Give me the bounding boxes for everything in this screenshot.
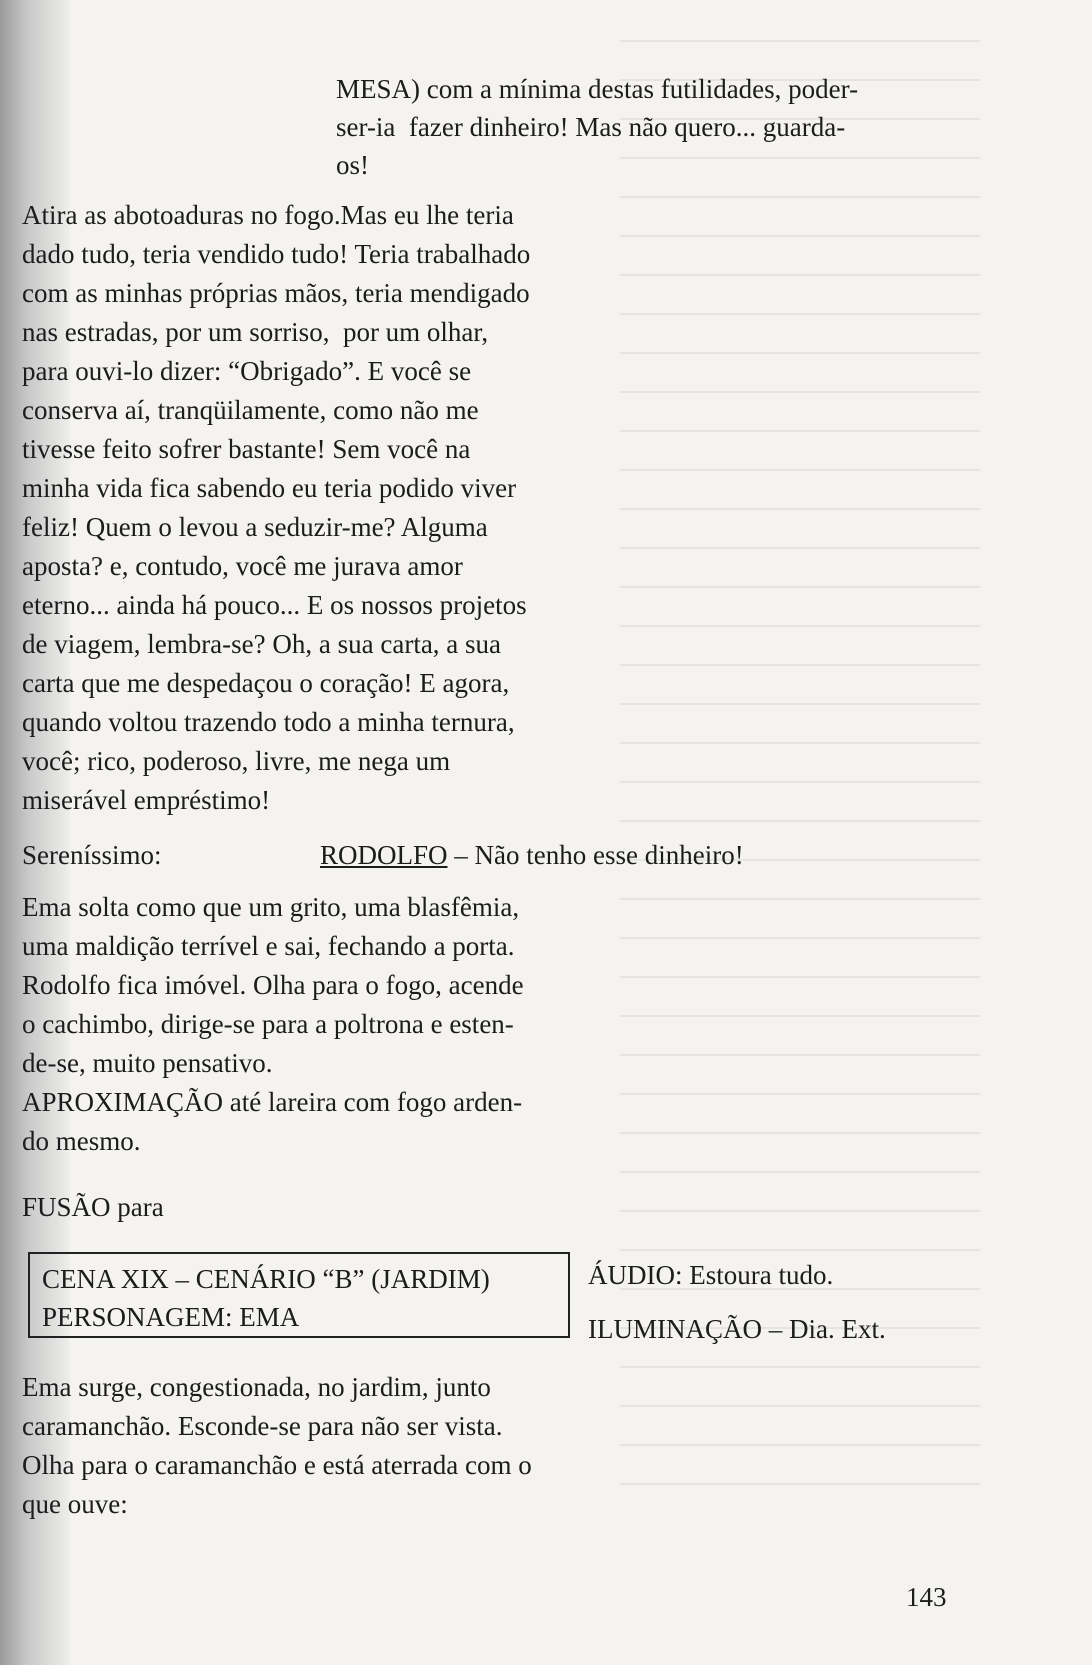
text-line: feliz! Quem o levou a seduzir-me? Alguma [22, 512, 488, 542]
text-line: de-se, muito pensativo. [22, 1048, 273, 1078]
page-number: 143 [906, 1582, 947, 1612]
text-line: de viagem, lembra-se? Oh, a sua carta, a sua [22, 629, 502, 659]
text-line: quando voltou trazendo todo a minha ternura, [22, 707, 515, 737]
text-line: MESA) com a mínima destas futilidades, poder- [336, 74, 859, 104]
text-line: nas estradas, por um sorriso, por um olhar, [22, 317, 489, 347]
text-line: Ema surge, congestionada, no jardim, junto [22, 1372, 491, 1402]
text-line: você; rico, poderoso, livre, me nega um [22, 746, 451, 776]
text-line: com as minhas próprias mãos, teria mendigado [22, 278, 530, 308]
dialogue-line [320, 836, 744, 875]
speaker-name: RODOLFO [320, 840, 448, 870]
text-line: uma maldição terrível e sai, fechando a porta. [22, 931, 515, 961]
scene-characters: PERSONAGEM: EMA [42, 1302, 300, 1332]
audio-note: ÁUDIO: Estoura tudo. [588, 1260, 834, 1290]
text-line: miserável empréstimo! [22, 785, 271, 815]
text-line: Rodolfo fica imóvel. Olha para o fogo, acende [22, 970, 524, 1000]
speech-text: – Não tenho esse dinheiro! [447, 840, 744, 870]
dialogue-cue: Sereníssimo: [22, 840, 162, 870]
text-line: caramanchão. Esconde-se para não ser vista. [22, 1411, 503, 1441]
text-line: Ema solta como que um grito, uma blasfêmia, [22, 892, 520, 922]
text-line: que ouve: [22, 1489, 128, 1519]
text-line: tivesse feito sofrer bastante! Sem você na [22, 434, 471, 464]
text-line: para ouvi-lo dizer: “Obrigado”. E você se [22, 356, 472, 386]
text-line: o cachimbo, dirige-se para a poltrona e esten- [22, 1009, 514, 1039]
text-line: conserva aí, tranqüilamente, como não me [22, 395, 479, 425]
text-line: Olha para o caramanchão e está aterrada com o [22, 1450, 532, 1480]
scene-heading-box [28, 1252, 570, 1338]
transition-label: FUSÃO para [22, 1192, 164, 1222]
text-line: eterno... ainda há pouco... E os nossos projetos [22, 590, 527, 620]
text-line: os! [336, 150, 369, 180]
text-line: dado tudo, teria vendido tudo! Teria trabalhado [22, 239, 531, 269]
text-line: carta que me despedaçou o coração! E agora, [22, 668, 510, 698]
text-line: minha vida fica sabendo eu teria podido viver [22, 473, 517, 503]
text-line: aposta? e, contudo, você me jurava amor [22, 551, 463, 581]
text-line: do mesmo. [22, 1126, 141, 1156]
text-line: ser-ia fazer dinheiro! Mas não quero... guarda- [336, 112, 846, 142]
lighting-note: ILUMINAÇÃO – Dia. Ext. [588, 1314, 886, 1344]
text-line: Atira as abotoaduras no fogo.Mas eu lhe teria [22, 200, 514, 230]
text-line: APROXIMAÇÃO até lareira com fogo arden- [22, 1087, 523, 1117]
scene-title: CENA XIX – CENÁRIO “B” (JARDIM) [42, 1264, 490, 1294]
